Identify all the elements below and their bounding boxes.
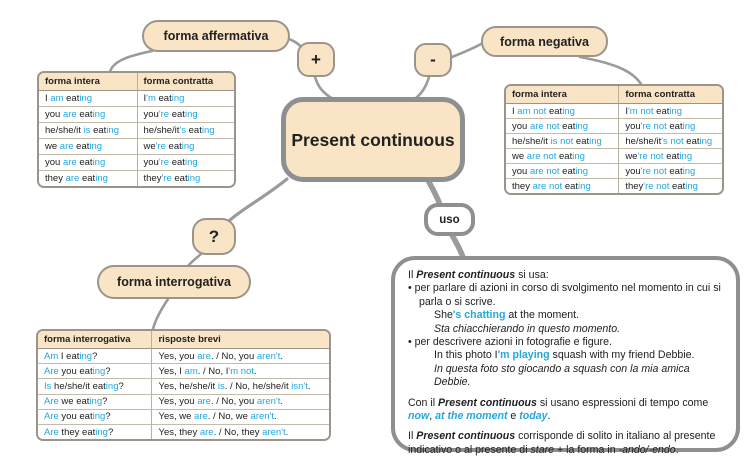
text-segment: . / No, you bbox=[210, 350, 257, 362]
highlighted-text: 're bbox=[158, 109, 170, 120]
text-segment: . / No, we bbox=[207, 411, 251, 423]
uso-paragraph bbox=[434, 349, 723, 362]
text-segment: I bbox=[45, 93, 51, 104]
table-row bbox=[39, 123, 234, 139]
table-cell bbox=[618, 104, 722, 119]
highlighted-text: ing bbox=[685, 180, 698, 192]
text-segment: Yes, he/she/it bbox=[158, 380, 218, 392]
text-segment: eat bbox=[559, 165, 576, 177]
text-segment: . bbox=[307, 380, 311, 392]
table-row bbox=[38, 364, 329, 379]
header-row bbox=[39, 73, 234, 91]
connector-minus-to-center bbox=[415, 77, 429, 99]
text-segment: . bbox=[675, 443, 679, 456]
table-cell bbox=[38, 364, 151, 379]
highlighted-text: are not bbox=[526, 150, 557, 162]
text-segment: , bbox=[429, 410, 436, 423]
text-segment: Yes, you bbox=[158, 396, 198, 408]
highlighted-text: 'm not bbox=[228, 365, 254, 377]
connector-center-to-uso bbox=[428, 180, 440, 205]
highlighted-text: are not bbox=[529, 120, 560, 132]
text-segment: • per descrivere azioni in fotografie e figure. bbox=[408, 336, 612, 349]
highlighted-text: are not bbox=[532, 180, 563, 192]
text-segment: . / No, I bbox=[197, 365, 229, 377]
highlighted-text: ing bbox=[181, 141, 195, 152]
text-segment: he/she/it bbox=[45, 125, 84, 136]
text-segment: eat bbox=[186, 125, 202, 136]
text-segment: corrisponde di solito in italiano al presente indicativo o al presente di bbox=[408, 430, 716, 456]
table-row bbox=[506, 164, 722, 179]
text-segment: you bbox=[512, 165, 530, 177]
highlighted-text: are bbox=[62, 157, 77, 168]
table-cell bbox=[506, 134, 618, 149]
table-cell bbox=[38, 425, 151, 439]
highlighted-text: ing bbox=[79, 350, 93, 362]
highlighted-text: aren't bbox=[250, 411, 275, 423]
table-cell bbox=[506, 104, 618, 119]
text-segment: eat bbox=[573, 135, 590, 147]
text-segment: • per parlare di azioni in corso di svolgimento nel momento in cui si parla o si scrive. bbox=[408, 282, 721, 308]
node-forma-interrogativa bbox=[97, 265, 251, 299]
highlighted-text: aren't bbox=[256, 350, 281, 362]
text-segment: eat bbox=[73, 141, 90, 152]
text-segment: I bbox=[512, 105, 518, 117]
uso-paragraph bbox=[408, 397, 723, 424]
table-row bbox=[39, 155, 234, 171]
text-segment: Con il bbox=[408, 396, 439, 409]
highlighted-text: are bbox=[197, 396, 211, 408]
highlighted-text: am bbox=[184, 365, 198, 377]
text-segment: we bbox=[45, 141, 60, 152]
connector-plus-to-center bbox=[315, 77, 333, 99]
text-segment: I eat bbox=[58, 350, 80, 362]
table-cell bbox=[506, 149, 618, 164]
table-cell bbox=[151, 364, 329, 379]
column-header: forma interrogativa bbox=[38, 331, 151, 349]
table-row bbox=[506, 119, 722, 134]
table-row bbox=[39, 171, 234, 186]
text-segment: he/she/it bbox=[512, 135, 551, 147]
uso-paragraph bbox=[408, 282, 723, 309]
node-forma-affermativa bbox=[142, 20, 290, 52]
table-cell bbox=[38, 410, 151, 425]
table-cell bbox=[137, 171, 235, 186]
uso-paragraph bbox=[408, 430, 723, 457]
table-row bbox=[38, 379, 329, 394]
table-cell bbox=[39, 123, 137, 139]
text-segment: . / No, you bbox=[210, 396, 257, 408]
text-segment: they bbox=[512, 180, 533, 192]
text-segment: you bbox=[625, 120, 641, 132]
highlighted-text: now bbox=[408, 410, 430, 423]
text-segment: . bbox=[280, 396, 283, 408]
text-segment: eat bbox=[63, 93, 80, 104]
highlighted-text: ing bbox=[92, 157, 106, 168]
text-segment: squash with my friend Debbie. bbox=[549, 349, 695, 362]
highlighted-text: ing bbox=[682, 120, 696, 132]
text-segment: e bbox=[507, 410, 520, 423]
table-row bbox=[38, 425, 329, 439]
table-cell bbox=[151, 395, 329, 410]
question-mark-icon: ? bbox=[208, 226, 220, 246]
highlighted-text: ing bbox=[575, 165, 589, 177]
text-segment: you eat bbox=[58, 365, 93, 377]
node-question-mark bbox=[192, 218, 236, 255]
highlighted-text: ing bbox=[89, 396, 103, 408]
table-row bbox=[39, 139, 234, 155]
highlighted-text: are not bbox=[529, 165, 560, 177]
highlighted-text: ing bbox=[682, 165, 696, 177]
table-cell bbox=[137, 155, 235, 171]
text-segment: Il bbox=[408, 269, 417, 281]
highlighted-text: ing bbox=[187, 173, 201, 184]
text-segment: at the moment. bbox=[505, 309, 580, 322]
affirmative-forms-table bbox=[37, 71, 236, 188]
connector-negative-to-table bbox=[580, 57, 641, 84]
highlighted-text: Are bbox=[44, 396, 59, 408]
highlighted-text: ing bbox=[679, 150, 693, 162]
table-cell bbox=[39, 171, 137, 186]
text-segment: . bbox=[285, 426, 289, 438]
highlighted-text: ing bbox=[92, 365, 106, 377]
text-segment: eat bbox=[666, 165, 683, 177]
highlighted-text: ing bbox=[562, 105, 575, 117]
highlighted-text: 're bbox=[158, 157, 170, 168]
text-segment: Yes, I bbox=[158, 365, 185, 377]
table-row bbox=[38, 349, 329, 364]
highlighted-text: 'm bbox=[146, 93, 156, 104]
header-row bbox=[506, 86, 722, 104]
highlighted-text: am bbox=[50, 93, 64, 104]
text-segment: ? bbox=[102, 396, 108, 408]
table-cell bbox=[151, 379, 329, 394]
node-forma-affermativa-label: forma affermativa bbox=[163, 29, 269, 43]
connector-center-to-question bbox=[230, 179, 287, 220]
highlighted-text: Is bbox=[44, 380, 52, 392]
text-segment: stare bbox=[530, 443, 555, 456]
highlighted-text: 're bbox=[161, 173, 172, 184]
table-row bbox=[506, 104, 722, 119]
highlighted-text: is not bbox=[550, 135, 574, 147]
highlighted-text: are bbox=[194, 411, 208, 423]
table-cell bbox=[38, 395, 151, 410]
highlighted-text: ing bbox=[105, 380, 119, 392]
text-segment: eat bbox=[171, 173, 188, 184]
text-segment: you eat bbox=[58, 411, 93, 423]
highlighted-text: 're not bbox=[640, 165, 667, 177]
text-segment: In questa foto sto giocando a squash con la mia amica Debbie. bbox=[434, 362, 690, 389]
text-segment: eat bbox=[79, 173, 96, 184]
text-segment: Yes, we bbox=[158, 411, 195, 423]
highlighted-text: ing bbox=[201, 125, 215, 136]
text-segment: . bbox=[253, 365, 257, 377]
table-cell bbox=[137, 123, 235, 139]
table-cell bbox=[618, 179, 722, 193]
text-segment: eat bbox=[663, 150, 680, 162]
text-segment: Sta chiacchierando in questo momento. bbox=[434, 322, 621, 335]
text-segment: ? bbox=[118, 380, 124, 392]
text-segment: we bbox=[625, 150, 638, 162]
text-segment: they bbox=[45, 173, 66, 184]
text-segment: Present continuous bbox=[416, 269, 516, 281]
text-segment: . bbox=[274, 411, 277, 423]
highlighted-text: ing bbox=[106, 125, 119, 136]
header-row bbox=[38, 331, 329, 349]
highlighted-text: 's bbox=[179, 125, 186, 136]
highlighted-text: 'm not bbox=[627, 105, 654, 117]
text-segment: they bbox=[625, 180, 644, 192]
highlighted-text: ing bbox=[669, 105, 683, 117]
text-segment: you bbox=[143, 157, 159, 168]
highlighted-text: 's chatting bbox=[452, 309, 506, 322]
highlighted-text: ing bbox=[92, 411, 106, 423]
minus-icon: - bbox=[430, 50, 436, 69]
highlighted-text: ing bbox=[171, 93, 185, 104]
interrogative-forms-table bbox=[36, 329, 331, 441]
highlighted-text: Are bbox=[44, 426, 59, 438]
node-forma-negativa-label: forma negativa bbox=[500, 34, 589, 49]
text-segment: he/she/it bbox=[625, 135, 662, 147]
text-segment: -ando/-endo bbox=[618, 443, 676, 456]
node-uso bbox=[424, 203, 475, 236]
highlighted-text: 's not bbox=[661, 135, 684, 147]
text-segment: + la forma in bbox=[554, 443, 619, 456]
text-segment: ? bbox=[105, 365, 111, 377]
text-segment: you bbox=[512, 120, 530, 132]
text-segment: Yes, they bbox=[158, 426, 200, 438]
table-row bbox=[38, 395, 329, 410]
text-segment: ? bbox=[107, 426, 114, 438]
text-segment: She bbox=[434, 309, 453, 322]
uso-paragraph bbox=[408, 336, 723, 349]
table-row bbox=[38, 410, 329, 425]
text-segment: eat bbox=[76, 109, 93, 120]
table-cell bbox=[137, 91, 235, 107]
node-present-continuous bbox=[281, 97, 465, 182]
highlighted-text: is bbox=[217, 380, 225, 392]
text-segment: eat bbox=[155, 93, 172, 104]
central-topic-label: Present continuous bbox=[291, 129, 455, 150]
table-cell bbox=[39, 91, 137, 107]
text-segment: . / No, he/she/it bbox=[224, 380, 292, 392]
highlighted-text: are bbox=[197, 350, 211, 362]
highlighted-text: am not bbox=[517, 105, 547, 117]
text-segment: they bbox=[143, 173, 162, 184]
text-segment: we bbox=[143, 141, 156, 152]
connector-minus-to-negative bbox=[452, 44, 481, 57]
column-header: risposte brevi bbox=[151, 331, 329, 349]
highlighted-text: ing bbox=[575, 120, 589, 132]
highlighted-text: are bbox=[62, 109, 77, 120]
uso-paragraph bbox=[408, 269, 723, 282]
highlighted-text: ing bbox=[92, 109, 106, 120]
text-segment: eat bbox=[76, 157, 93, 168]
text-segment: he/she/it bbox=[143, 125, 180, 136]
highlighted-text: ing bbox=[578, 180, 591, 192]
text-segment: Present continuous bbox=[416, 430, 516, 443]
uso-paragraph bbox=[434, 323, 723, 336]
node-forma-negativa bbox=[481, 26, 608, 57]
highlighted-text: ing bbox=[699, 135, 713, 147]
highlighted-text: aren't bbox=[262, 426, 286, 438]
highlighted-text: Are bbox=[44, 411, 59, 423]
table-cell bbox=[506, 179, 618, 193]
table-row bbox=[506, 134, 722, 149]
table-cell bbox=[151, 425, 329, 439]
highlighted-text: is bbox=[83, 125, 91, 136]
text-segment: eat bbox=[666, 120, 683, 132]
highlighted-text: ing bbox=[589, 135, 602, 147]
table-cell bbox=[137, 107, 235, 123]
text-segment: I bbox=[143, 93, 147, 104]
connector-interrogative-to-table bbox=[153, 299, 168, 329]
highlighted-text: are bbox=[59, 141, 74, 152]
table-cell bbox=[137, 139, 235, 155]
highlighted-text: are bbox=[65, 173, 80, 184]
highlighted-text: ing bbox=[79, 93, 93, 104]
table-cell bbox=[618, 149, 722, 164]
highlighted-text: 're not bbox=[643, 180, 670, 192]
text-segment: I bbox=[625, 105, 628, 117]
text-segment: . bbox=[280, 350, 283, 362]
table-cell bbox=[151, 410, 329, 425]
highlighted-text: 're not bbox=[640, 120, 667, 132]
highlighted-text: ing bbox=[184, 157, 198, 168]
highlighted-text: isn't bbox=[291, 380, 308, 392]
table-cell bbox=[39, 155, 137, 171]
text-segment: eat bbox=[669, 180, 686, 192]
text-segment: eat bbox=[90, 125, 107, 136]
highlighted-text: Are bbox=[44, 365, 59, 377]
highlighted-text: Am bbox=[44, 350, 59, 362]
uso-paragraph bbox=[434, 309, 723, 322]
text-segment: eat bbox=[169, 109, 185, 120]
text-segment: ? bbox=[92, 350, 98, 362]
text-segment: you bbox=[45, 157, 63, 168]
highlighted-text: ing bbox=[95, 426, 108, 438]
text-segment: they eat bbox=[58, 426, 96, 438]
text-segment: he/she/it eat bbox=[51, 380, 106, 392]
table-cell bbox=[39, 139, 137, 155]
table-cell bbox=[38, 379, 151, 394]
highlighted-text: 're bbox=[155, 141, 166, 152]
highlighted-text: ing bbox=[95, 173, 108, 184]
table-cell bbox=[618, 164, 722, 179]
text-segment: Il bbox=[408, 430, 417, 443]
text-segment: Present continuous bbox=[438, 396, 537, 409]
node-minus-sign bbox=[414, 43, 452, 77]
text-segment: we eat bbox=[58, 396, 90, 408]
text-segment: si usano espressioni di tempo come bbox=[536, 396, 709, 409]
table-row bbox=[506, 179, 722, 193]
highlighted-text: are bbox=[199, 426, 214, 438]
usage-notes-box bbox=[391, 256, 740, 456]
table-row bbox=[39, 91, 234, 107]
text-segment: eat bbox=[165, 141, 182, 152]
text-segment: eat bbox=[562, 180, 579, 192]
column-header: forma intera bbox=[39, 73, 137, 91]
text-segment: you bbox=[625, 165, 641, 177]
column-header: forma contratta bbox=[618, 86, 722, 104]
table-row bbox=[506, 149, 722, 164]
table-cell bbox=[618, 134, 722, 149]
negative-forms-table bbox=[504, 84, 724, 195]
node-plus-sign bbox=[297, 42, 335, 77]
connector-affirmative-bubble-to-table bbox=[110, 51, 152, 72]
text-segment: . bbox=[547, 410, 551, 423]
table-cell bbox=[151, 349, 329, 364]
connector-uso-to-box bbox=[452, 235, 463, 257]
column-header: forma contratta bbox=[137, 73, 235, 91]
highlighted-text: at the moment bbox=[435, 410, 508, 423]
table-cell bbox=[38, 349, 151, 364]
highlighted-text: ing bbox=[572, 150, 585, 162]
highlighted-text: ing bbox=[89, 141, 103, 152]
text-segment: eat bbox=[653, 105, 670, 117]
uso-paragraph bbox=[434, 363, 723, 390]
highlighted-text: aren't bbox=[256, 396, 281, 408]
text-segment: eat bbox=[556, 150, 573, 162]
text-segment: eat bbox=[683, 135, 700, 147]
highlighted-text: ing bbox=[184, 109, 198, 120]
text-segment: In this photo I bbox=[434, 349, 498, 362]
node-forma-interrogativa-label: forma interrogativa bbox=[117, 275, 231, 289]
table-cell bbox=[506, 119, 618, 134]
plus-icon: + bbox=[311, 49, 321, 69]
text-segment: eat bbox=[559, 120, 576, 132]
text-segment: eat bbox=[546, 105, 563, 117]
text-segment: si usa: bbox=[515, 269, 549, 281]
highlighted-text: today bbox=[519, 410, 548, 423]
table-row bbox=[39, 107, 234, 123]
table-cell bbox=[39, 107, 137, 123]
table-cell bbox=[618, 119, 722, 134]
highlighted-text: 're not bbox=[637, 150, 664, 162]
table-cell bbox=[506, 164, 618, 179]
text-segment: we bbox=[512, 150, 527, 162]
column-header: forma intera bbox=[506, 86, 618, 104]
text-segment: Yes, you bbox=[158, 350, 198, 362]
node-uso-label: uso bbox=[439, 213, 460, 226]
text-segment: eat bbox=[169, 157, 185, 168]
text-segment: you bbox=[143, 109, 159, 120]
text-segment: you bbox=[45, 109, 63, 120]
text-segment: . / No, they bbox=[213, 426, 263, 438]
highlighted-text: 'm playing bbox=[497, 349, 550, 362]
text-segment: ? bbox=[105, 411, 111, 423]
